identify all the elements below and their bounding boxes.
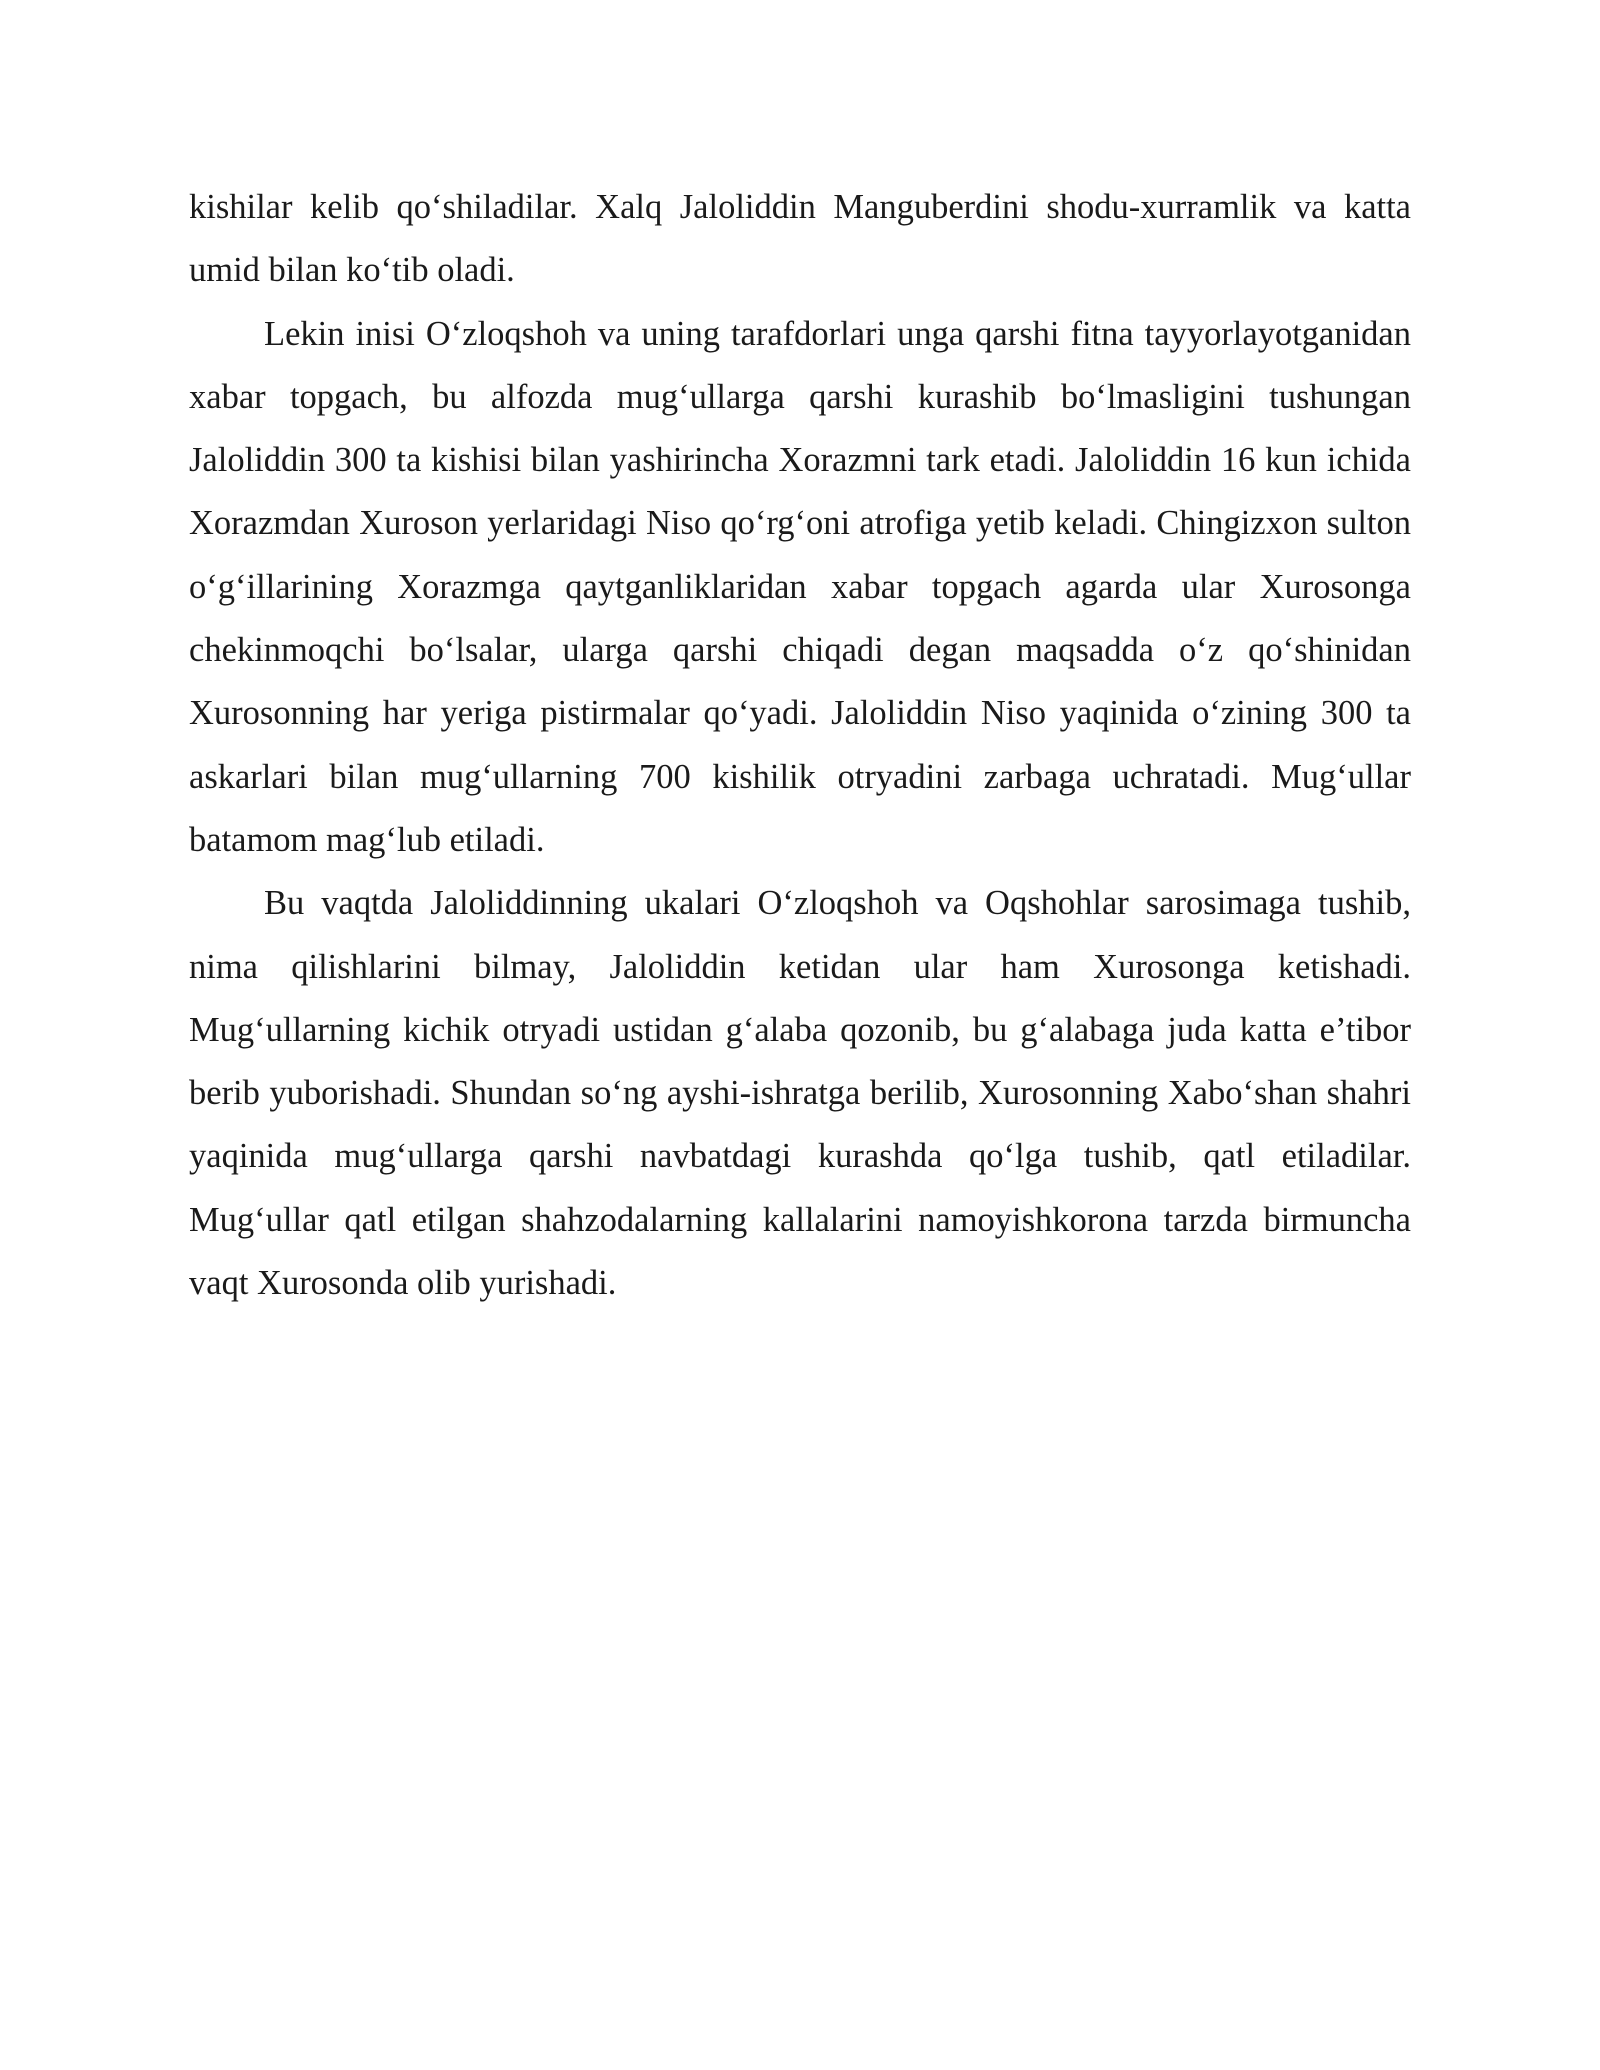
paragraph-brothers-fate: Bu vaqtda Jaloliddinning ukalari O‘zloqshoh va Oqshohlar sarosimaga tushib, nima qilishlarini bilmay, Jaloliddin ketidan ular ham Xurosonga ketishadi. Mug‘ullarning kichik otryadi ustidan g‘alaba qozonib, bu g‘alabaga juda katta e’tibor berib yuborishadi. Shundan so‘ng ayshi-ishratga berilib, Xurosonning Xabo‘shan shahri yaqinida mug‘ullarga qarshi navbatdagi kurashda qo‘lga tushib, qatl etiladilar. Mug‘ullar qatl etilgan shahzodalarning kallalarini namoyishkorona tarzda birmuncha vaqt Xurosonda olib yurishadi. (189, 884, 1411, 1303)
body-text (189, 176, 1411, 1315)
paragraph-uzloqshoh-plot: Lekin inisi O‘zloqshoh va uning tarafdorlari unga qarshi fitna tayyorlayotganidan xabar topgach, bu alfozda mug‘ullarga qarshi kurashib bo‘lmasligini tushungan Jaloliddin 300 ta kishisi bilan yashirincha Xorazmni tark etadi. Jaloliddin 16 kun ichida Xorazmdan Xuroson yerlaridagi Niso qo‘rg‘oni atrofiga yetib keladi. Chingizxon sulton o‘g‘illarining Xorazmga qaytganliklaridan xabar topgach agarda ular Xurosonga chekinmoqchi bo‘lsalar, ularga qarshi chiqadi degan maqsadda o‘z qo‘shinidan Xurosonning har yeriga pistirmalar qo‘yadi. Jaloliddin Niso yaqinida o‘zining 300 ta askarlari bilan mug‘ullarning 700 kishilik otryadini zarbaga uchratadi. Mug‘ullar batamom mag‘lub etiladi. (189, 314, 1411, 859)
paragraph-continuation: kishilar kelib qo‘shiladilar. Xalq Jaloliddin Manguberdini shodu-xurramlik va katta umid bilan ko‘tib oladi. (189, 188, 1411, 290)
